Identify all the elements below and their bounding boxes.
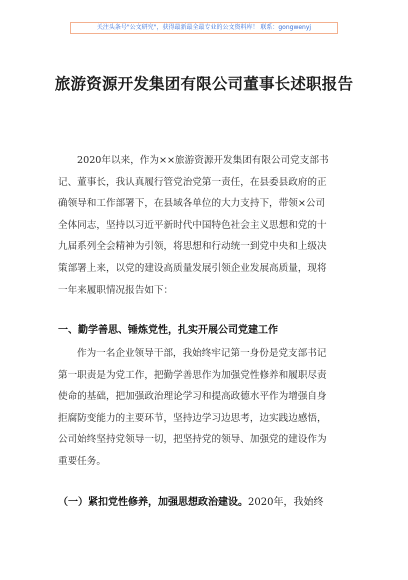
paragraph-line: 第一职责是为党工作，把勤学善思作为加强党性修养和履职尽责 — [58, 369, 327, 381]
paragraph-line: 公司始终坚持党领导一切，把坚持党的领导、加强党的建设作为 — [58, 434, 327, 446]
paragraph-line: 2020年以来，作为××旅游资源开发集团有限公司党支部书 — [77, 155, 329, 166]
paragraph-line: 确领导和工作部署下，在县域各单位的大力支持下，带领×公司 — [58, 198, 326, 210]
subsection-heading: （一）紧扣党性修养，加强思想政治建设。 — [58, 497, 248, 508]
paragraph-line: 重要任务。 — [58, 455, 106, 467]
intro-paragraph — [58, 150, 354, 301]
promo-banner: 关注头条号"公文研究"，获得最新最全最专业的公文资料库！ 联系：gongwenyj — [70, 22, 338, 34]
subsection-line — [58, 493, 358, 508]
paragraph-line: 一年来履职情况报告如下： — [58, 284, 174, 296]
section-paragraph — [58, 343, 354, 473]
paragraph-line: 策部署上来，以党的建设高质量发展引领企业发展高质量，现将 — [58, 262, 327, 274]
paragraph-line: 作为一名企业领导干部，我始终牢记第一身份是党支部书记 — [77, 348, 327, 359]
document-title: 旅游资源开发集团有限公司董事长述职报告 — [54, 74, 354, 93]
subsection-text: 2020年，我始终 — [248, 497, 324, 508]
paragraph-line: 全体同志，坚持以习近平新时代中国特色社会主义思想和党的十 — [58, 219, 327, 231]
paragraph-line: 使命的基础，把加强政治理论学习和提高政德水平作为增强自身 — [58, 391, 327, 403]
paragraph-line: 记、董事长，我认真履行管党治党第一责任，在县委县政府的正 — [58, 176, 327, 188]
section-heading: 一、勤学善思、锤炼党性，扎实开展公司党建工作 — [58, 325, 278, 336]
paragraph-line: 拒腐防变能力的主要环节，坚持边学习边思考，边实践边感悟， — [58, 412, 327, 424]
paragraph-line: 九届系列全会精神为引领，将思想和行动统一到党中央和上级决 — [58, 241, 327, 253]
